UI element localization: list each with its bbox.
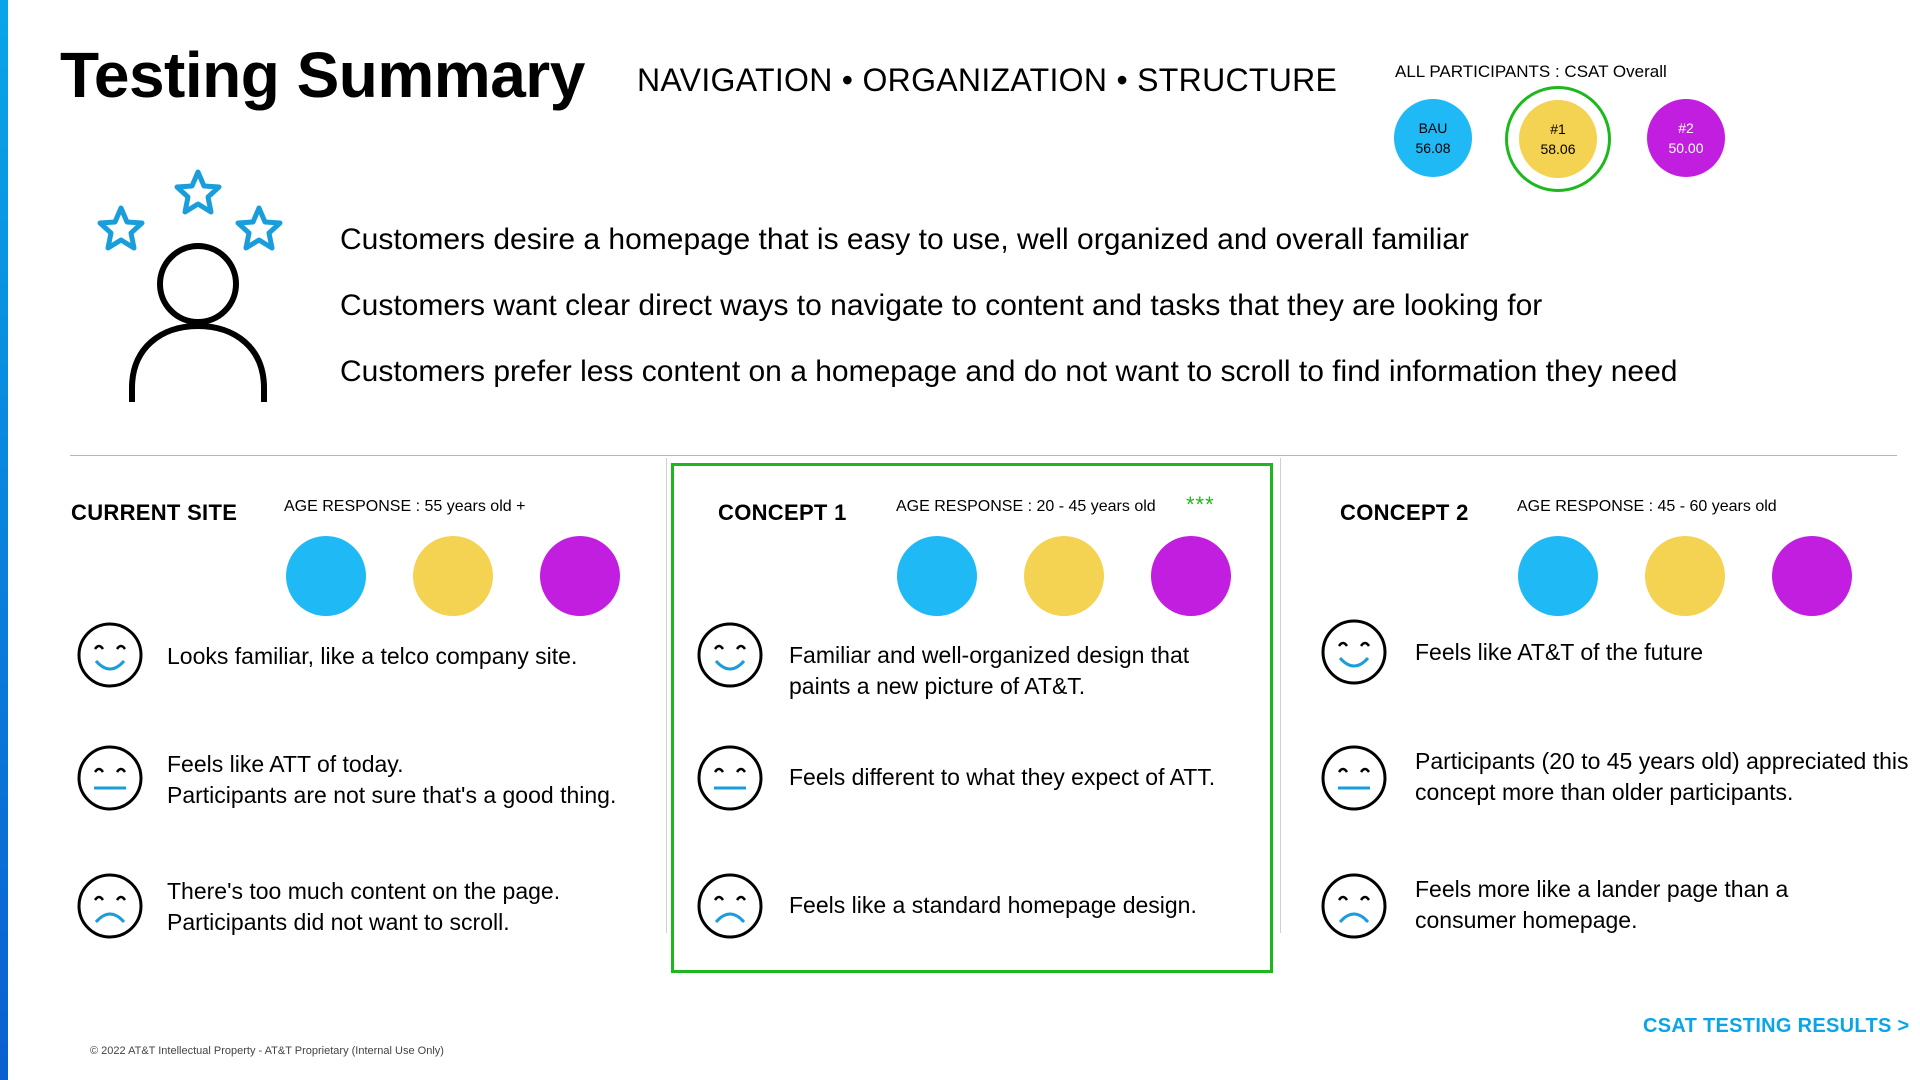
section-divider xyxy=(70,455,1897,456)
feedback-text: Feels different to what they expect of ATT. xyxy=(789,764,1216,790)
feedback-text: Looks familiar, like a telco company site. xyxy=(167,643,578,669)
accent-bar xyxy=(0,0,8,1080)
csat-score-bau xyxy=(1394,99,1472,177)
color-dot-concept-2 xyxy=(540,536,620,616)
page-title: Testing Summary xyxy=(60,39,585,111)
copyright-notice: © 2022 AT&T Intellectual Property - AT&T Proprietary (Internal Use Only) xyxy=(90,1045,444,1057)
column-title: CONCEPT 1 xyxy=(718,500,847,525)
csat-score-name: #1 xyxy=(1550,121,1566,137)
insight-item: Customers prefer less content on a homepage and do not want to scroll to find information they need xyxy=(340,355,1678,388)
neutral-face-icon xyxy=(696,744,764,812)
page-subtitle: NAVIGATION • ORGANIZATION • STRUCTURE xyxy=(637,62,1338,98)
feedback-text: Feels like a standard homepage design. xyxy=(789,892,1197,918)
csat-overall-label: ALL PARTICIPANTS : CSAT Overall xyxy=(1395,62,1667,81)
sad-face-icon xyxy=(1320,872,1388,940)
csat-score-value: 50.00 xyxy=(1668,140,1704,156)
csat-testing-results-link[interactable]: CSAT TESTING RESULTS > xyxy=(1643,1015,1910,1037)
column-title: CONCEPT 2 xyxy=(1340,500,1469,525)
happy-face-icon xyxy=(696,621,764,689)
color-dot-concept-1 xyxy=(413,536,493,616)
key-insights xyxy=(340,220,1677,418)
color-dot-concept-2 xyxy=(1151,536,1231,616)
insight-item: Customers want clear direct ways to navigate to content and tasks that they are looking for xyxy=(340,289,1543,322)
sad-face-icon xyxy=(76,872,144,940)
neutral-face-icon xyxy=(76,744,144,812)
neutral-face-icon xyxy=(1320,744,1388,812)
color-dot-concept-1 xyxy=(1024,536,1104,616)
color-dot-concept-2 xyxy=(1772,536,1852,616)
user-rating-icon xyxy=(85,166,285,406)
column-current-site xyxy=(70,458,670,978)
insight-item: Customers desire a homepage that is easy to use, well organized and overall familiar xyxy=(340,223,1469,256)
color-dot-bau xyxy=(897,536,977,616)
column-title: CURRENT SITE xyxy=(71,500,238,525)
happy-face-icon xyxy=(76,621,144,689)
column-concept-2 xyxy=(1312,458,1912,978)
csat-score-name: #2 xyxy=(1678,120,1694,136)
csat-score-concept-2 xyxy=(1647,99,1725,177)
csat-score-concept-1 xyxy=(1519,100,1597,178)
feedback-text: There's too much content on the page. Participants did not want to scroll. xyxy=(167,878,561,935)
feedback-text: Feels like AT&T of the future xyxy=(1415,639,1704,665)
csat-score-value: 58.06 xyxy=(1540,141,1576,157)
age-response: AGE RESPONSE : 55 years old + xyxy=(284,498,526,515)
feedback-text: Feels like ATT of today. Participants are not sure that's a good thing. xyxy=(167,751,617,808)
feedback-text: Participants (20 to 45 years old) appreciated this concept more than older participants. xyxy=(1415,748,1909,805)
color-dot-concept-1 xyxy=(1645,536,1725,616)
sad-face-icon xyxy=(696,872,764,940)
age-response: AGE RESPONSE : 45 - 60 years old xyxy=(1517,498,1777,515)
color-dot-bau xyxy=(286,536,366,616)
feedback-text: Feels more like a lander page than a consumer homepage. xyxy=(1415,876,1789,933)
preferred-stars: *** xyxy=(1186,492,1215,517)
csat-score-name: BAU xyxy=(1418,120,1448,136)
age-response: AGE RESPONSE : 20 - 45 years old xyxy=(896,498,1156,515)
column-concept-1 xyxy=(690,458,1290,978)
color-dot-bau xyxy=(1518,536,1598,616)
csat-score-value: 56.08 xyxy=(1415,140,1451,156)
happy-face-icon xyxy=(1320,618,1388,686)
feedback-text: Familiar and well-organized design that paints a new picture of AT&T. xyxy=(789,642,1190,699)
